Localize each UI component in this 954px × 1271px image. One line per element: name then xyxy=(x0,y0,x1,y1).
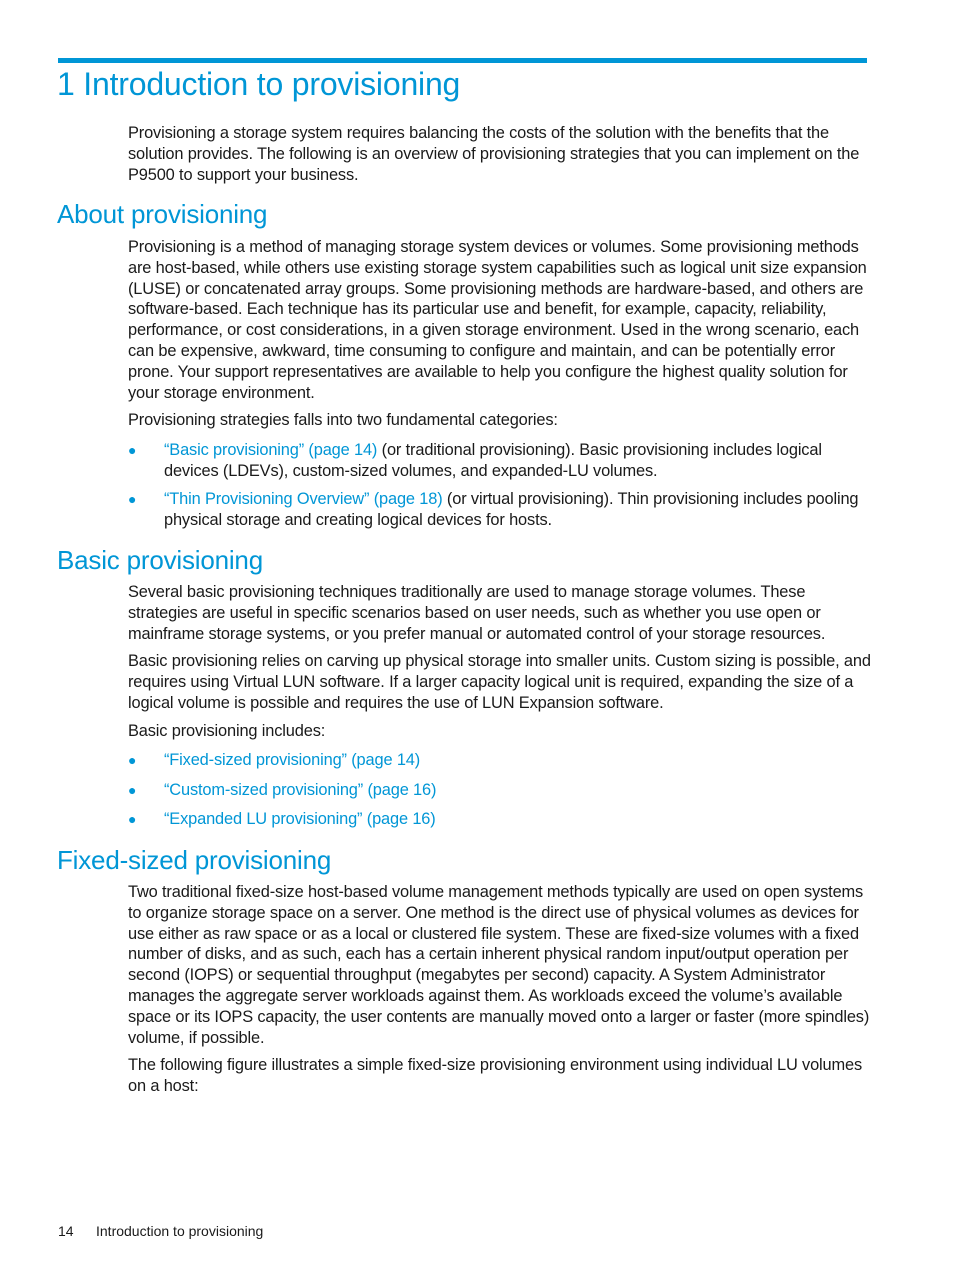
link-thin-provisioning-overview[interactable]: “Thin Provisioning Overview” (page 18) xyxy=(164,490,443,508)
page-footer xyxy=(58,1223,263,1239)
about-paragraph-2: Provisioning strategies falls into two fundamental categories: xyxy=(128,411,558,429)
link-expanded-lu-provisioning[interactable]: “Expanded LU provisioning” (page 16) xyxy=(164,810,436,828)
section-title-fixed: Fixed-sized provisioning xyxy=(57,845,332,875)
list-item xyxy=(128,750,873,771)
bullet-icon: ● xyxy=(128,491,137,507)
running-title: Introduction to provisioning xyxy=(96,1223,264,1239)
basic-paragraph-2: Basic provisioning relies on carving up physical storage into smaller units. Custom sizing is possible, and requires using Virtual LUN software. If a larger capacity logical unit is required, expanding the size of a logical volume is possible and requires the use of LUN Expansion software. xyxy=(128,652,871,712)
link-fixed-sized-provisioning[interactable]: “Fixed-sized provisioning” (page 14) xyxy=(164,751,421,769)
chapter-intro: Provisioning a storage system requires balancing the costs of the solution with the benefits that the solution provides. The following is an overview of provisioning strategies that you can implement on the P9500 to support your business. xyxy=(128,124,860,184)
section-title-basic: Basic provisioning xyxy=(57,545,263,575)
about-paragraph-1: Provisioning is a method of managing storage system devices or volumes. Some provisioning methods are host-based, while others use existing storage system capabilities such as logical unit size expansion (LUSE) or concatenated array groups. Some provisioning methods are hardware-based, and others are software-based. Each technique has its particular use and benefit, for example, capacity, reliability, performance, or cost considerations, in a given storage environment. Used in the wrong scenario, each can be expensive, awkward, time consuming to configure and maintain, and can be potentially error prone. Your support representatives are available to help you configure the highest quality solution for your storage environment. xyxy=(128,238,867,402)
list-item xyxy=(128,489,873,531)
basic-paragraph-3: Basic provisioning includes: xyxy=(128,722,326,740)
section-title-about: About provisioning xyxy=(57,199,268,229)
fixed-paragraph-1: Two traditional fixed-size host-based volume management methods typically are used on open systems to organize storage space on a server. One method is the direct use of physical volumes as devices for use either as raw space or as a local or clustered file system. These are fixed-size volumes with a fixed number of disks, and as such, each has a certain inherent physical random input/output operation per second (IOPS) or sequential throughput (megabytes per second) capacity. A System Administrator manages the aggregate server workloads against them. As workloads exceed the volume’s available space or its IOPS capacity, the user contents are manually moved onto a larger or faster (more spindles) volume, if possible. xyxy=(128,883,870,1047)
list-item-text: (or virtual provisioning). Thin provisioning includes pooling physical storage and creating logical devices for hosts. xyxy=(164,490,859,529)
chapter-top-rule xyxy=(58,58,867,63)
bullet-icon: ● xyxy=(128,811,137,827)
link-custom-sized-provisioning[interactable]: “Custom-sized provisioning” (page 16) xyxy=(164,781,437,799)
chapter-title: 1 Introduction to provisioning xyxy=(57,66,461,102)
link-basic-provisioning[interactable]: “Basic provisioning” (page 14) xyxy=(164,441,378,459)
fixed-paragraph-2: The following figure illustrates a simple fixed-size provisioning environment using individual LU volumes on a host: xyxy=(128,1056,863,1095)
bullet-icon: ● xyxy=(128,782,137,798)
list-item-text: (or traditional provisioning). Basic provisioning includes logical devices (LDEVs), custom-sized volumes, and expanded-LU volumes. xyxy=(164,441,822,480)
list-item xyxy=(128,440,873,482)
bullet-icon: ● xyxy=(128,442,137,458)
basic-paragraph-1: Several basic provisioning techniques traditionally are used to manage storage volumes. These strategies are useful in specific scenarios based on user needs, such as whether you use open or mainframe storage systems, or you prefer manual or automated control of your storage resources. xyxy=(128,583,826,643)
page-number: 14 xyxy=(58,1223,74,1239)
bullet-icon: ● xyxy=(128,752,137,768)
list-item xyxy=(128,780,873,801)
list-item xyxy=(128,809,873,830)
